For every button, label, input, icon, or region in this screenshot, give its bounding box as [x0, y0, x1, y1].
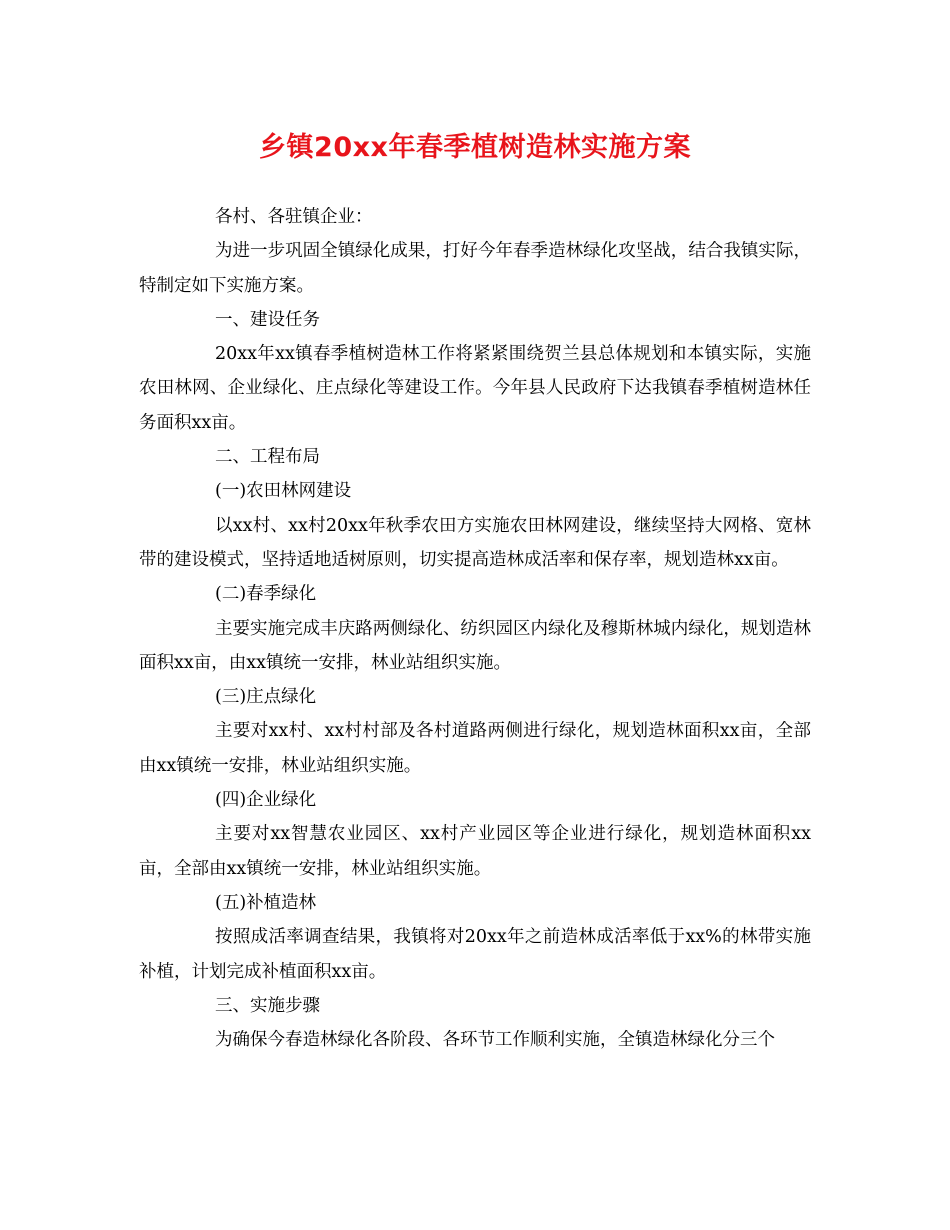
paragraph-replanting: 按照成活率调查结果，我镇将对20xx年之前造林成活率低于xx%的林带实施补植，计划完成补植面积xx亩。: [139, 927, 811, 982]
section-heading-1: 一、建设任务: [215, 309, 320, 330]
document-body: [139, 200, 811, 1057]
paragraph-farmland-network: 以xx村、xx村20xx年秋季农田方实施农田林网建设，继续坚持大网格、宽林带的建设模式，坚持适地适树原则，切实提高造林成活率和保存率，规划造林xx亩。: [139, 515, 811, 570]
subheading-1: (一)农田林网建设: [215, 481, 352, 502]
subheading-5: (五)补植造林: [215, 892, 317, 913]
section-heading-2: 二、工程布局: [215, 447, 320, 468]
salutation: 各村、各驻镇企业：: [215, 207, 373, 227]
document-title: 乡镇20xx年春季植树造林实施方案: [259, 132, 691, 163]
intro-paragraph: 为进一步巩固全镇绿化成果，打好今年春季造林绿化攻坚战，结合我镇实际，特制定如下实施方案。: [139, 241, 811, 296]
paragraph-enterprise-greening: 主要对xx智慧农业园区、xx村产业园区等企业进行绿化，规划造林面积xx亩，全部由xx镇统一安排，林业站组织实施。: [139, 824, 811, 879]
subheading-2: (二)春季绿化: [215, 584, 317, 605]
paragraph-spring-greening: 主要实施完成丰庆路两侧绿化、纺织园区内绿化及穆斯林城内绿化，规划造林面积xx亩，由xx镇统一安排，林业站组织实施。: [139, 618, 811, 673]
paragraph-construction-task: 20xx年xx镇春季植树造林工作将紧紧围绕贺兰县总体规划和本镇实际，实施农田林网、企业绿化、庄点绿化等建设工作。今年县人民政府下达我镇春季植树造林任务面积xx亩。: [139, 344, 811, 433]
section-heading-3: 三、实施步骤: [215, 995, 320, 1016]
subheading-3: (三)庄点绿化: [215, 687, 317, 708]
paragraph-village-greening: 主要对xx村、xx村村部及各村道路两侧进行绿化，规划造林面积xx亩，全部由xx镇统一安排，林业站组织实施。: [139, 721, 811, 776]
subheading-4: (四)企业绿化: [215, 790, 317, 811]
paragraph-implementation-steps: 为确保今春造林绿化各阶段、各环节工作顺利实施，全镇造林绿化分三个: [215, 1030, 775, 1051]
